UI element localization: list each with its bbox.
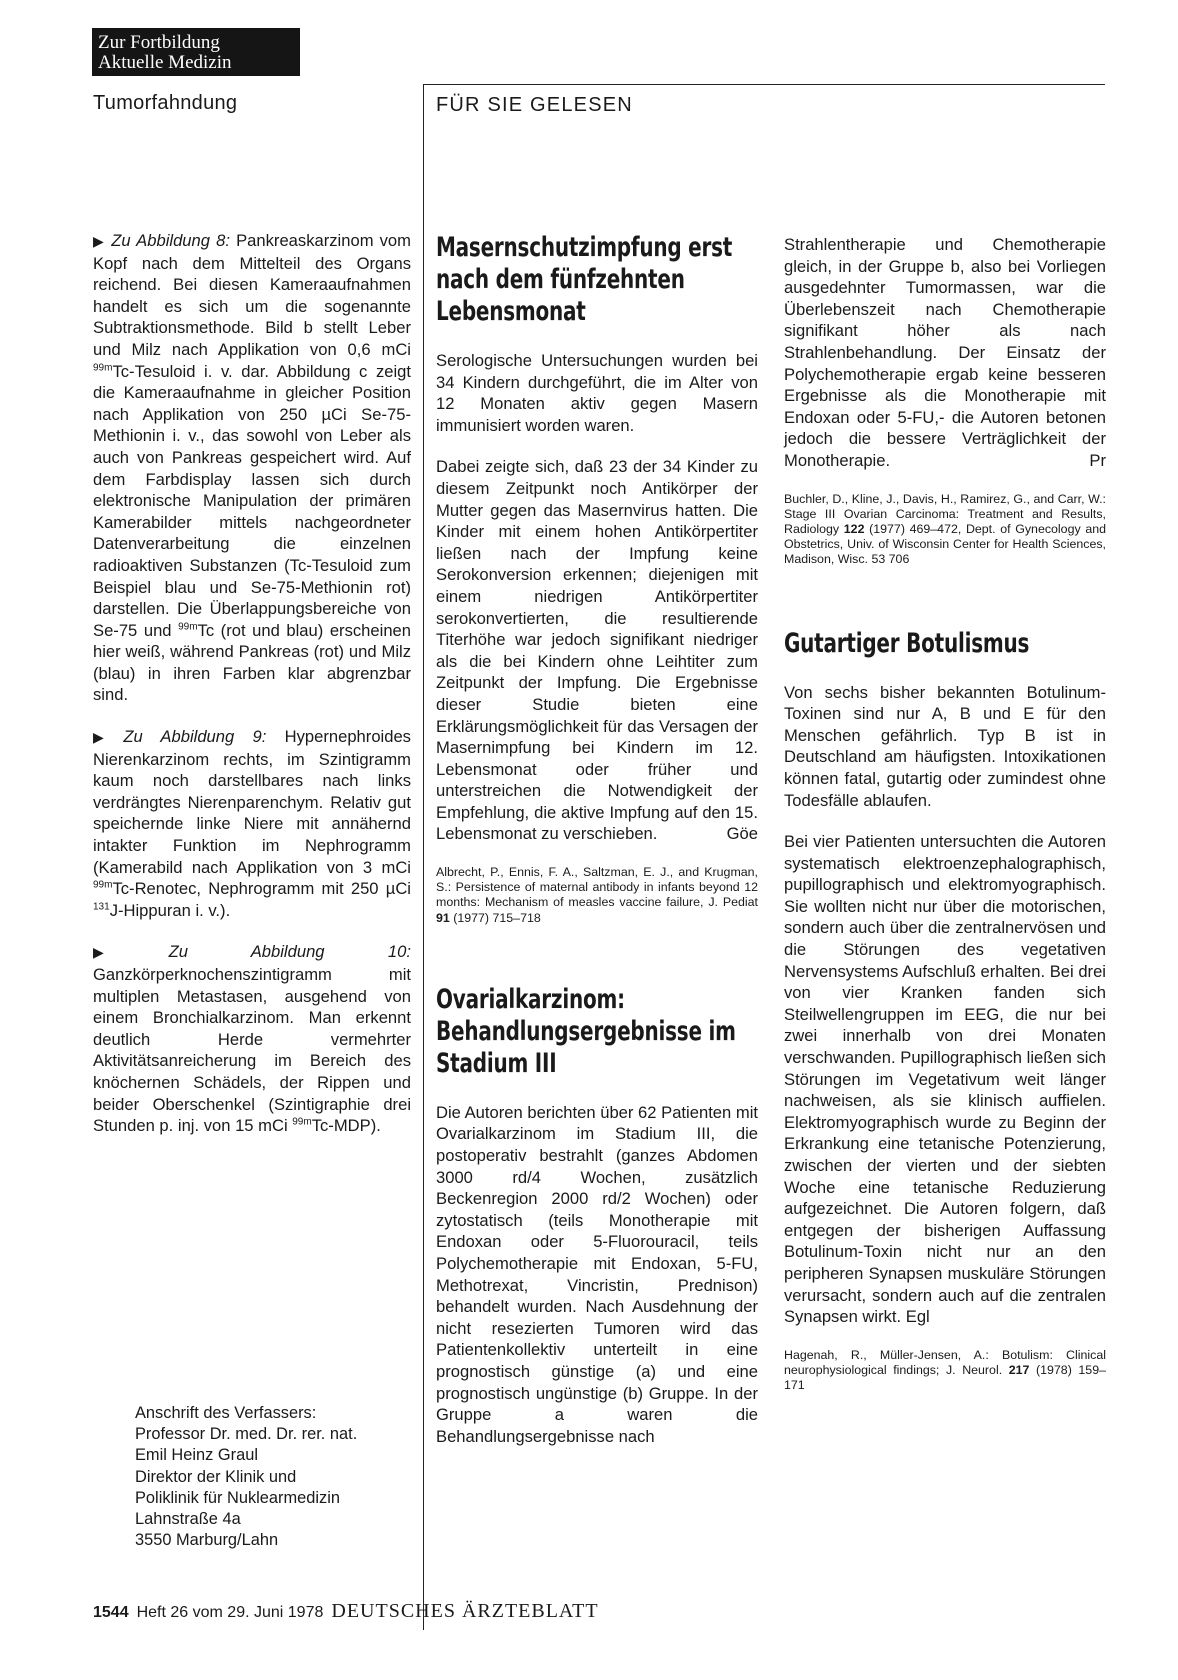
address-line: Lahnstraße 4a [135, 1510, 241, 1529]
article-paragraph [784, 831, 1106, 1328]
superscript: 99m [93, 879, 113, 891]
article-paragraph: Die Autoren berichten über 62 Patienten mit Ovarialkarzinom im Stadium III, die postoperativ bestrahlt (ganzes Abdomen 3000 rd/4 Wochen, zusätzlich Beckenregion 2000 rd/2 Wochen) oder zytostatisch (teils Monotherapie mit Endoxan oder 5-Fluorouracil, teils Polychemotherapie mit Endoxan, 5-FU, Methotrexat, Vincristin, Prednison) behandelt wurden. Nach Ausdehnung der nicht resezierten Tumoren wird das Patientenkollektiv unterteilt in eine prognostisch günstige (a) und eine prognostisch ungünstige (b) Gruppe. In der Gruppe a waren die Behandlungsergebnisse nach [436, 1102, 758, 1446]
reference-text: Hagenah, R., Müller-Jensen, A.: Botulism: Clinical neurophysiological findings; J. Neurol. [784, 1347, 1106, 1377]
reference-text: (1977) 715–718 [449, 910, 541, 925]
reference-text: (1978) 159–171 [784, 1362, 1106, 1393]
caption-text: Tc-Renotec, Nephrogramm mit 250 µCi [112, 879, 411, 899]
top-rule [423, 84, 1105, 85]
reference-text: Buchler, D., Kline, J., Davis, H., Ramirez, G., and Carr, W.: Stage III Ovarian Carcinoma: Treatment and Results, Radiology [784, 491, 1106, 536]
paragraph-text: Dabei zeigte sich, daß 23 der 34 Kinder zu diesem Zeitpunkt noch Antikörper der Mutter gegen das Masernvirus hatten. Die Kinder mit einem hohen Antikörpertiter ließen nach der Impfung keine Serokonversion erkennen; diejenigen mit einem niedrigen Antikörpertiter serokonvertierten, die resultierende Titerhöhe war jedoch signifikant niedriger als die bei Kindern ohne Leihtiter zum Zeitpunkt der Impfung. Die Ergebnisse dieser Studie bieten eine Erklärungsmöglichkeit für das Versagen der Masernimpfung bei Kindern im 12. Lebensmonat oder früher und unterstreichen die Notwendigkeit der Empfehlung, die aktive Impfung auf den 15. Lebensmonat zu verschieben. [436, 457, 758, 844]
section-title-left: Tumorfahndung [93, 92, 238, 114]
author-signature: Pr [1089, 450, 1106, 470]
reference [436, 865, 758, 926]
caption-text: J-Hippuran i. v.). [109, 900, 231, 920]
article-column-2 [436, 232, 758, 1447]
reference-volume: 122 [843, 521, 865, 536]
superscript: 99m [93, 362, 113, 374]
reference-text: (1977) 469–472, Dept. of Gynecology and Obstetrics, Univ. of Wisconsin Center for Health Sciences, Madison, Wisc. 53 706 [784, 521, 1106, 567]
page-number: 1544 [93, 1604, 129, 1621]
section-title-right: FÜR SIE GELESEN [436, 94, 633, 116]
bullet-icon: ▶ [93, 233, 106, 249]
article-column-3 [784, 234, 1106, 1393]
caption-text: Hypernephroides Nierenkarzinom rechts, im Szintigramm kaum noch darstellbares nach links verdrängtes Nierenparenchym. Relativ gut speichernde linke Niere mit annähernd intakter Funktion im Nephrogramm (Kamerabild nach Applikation von 3 mCi [93, 727, 411, 877]
address-line: Direktor der Klinik und [135, 1467, 297, 1486]
reference-text: Albrecht, P., Ennis, F. A., Saltzman, E. J., and Krugman, S.: Persistence of maternal antibody in infants beyond 12 months: Mechanism of measles vaccine failure, J. Pediat [436, 865, 758, 910]
article-title-ovarian: Ovarialkarzinom: Behandlungsergebnisse im Stadium III [436, 983, 736, 1079]
article-paragraph: Serologische Untersuchungen wurden bei 34 Kindern durchgeführt, die im Alter von 12 Monaten aktiv gegen Masern immunisiert worden waren. [436, 351, 758, 435]
caption-label: Zu Abbildung 10: [168, 942, 411, 962]
address-line: Anschrift des Verfassers: [135, 1404, 317, 1422]
article-title-measles: Masernschutzimpfung erst nach dem fünfzehnten Lebensmonat [436, 232, 733, 327]
caption-text: Tc (rot und blau) erscheinen hier weiß, während Pankreas (rot) und Milz (blau) in ihren Farben klar abgrenzbar sind. [93, 620, 411, 705]
reference-volume: 217 [1008, 1362, 1030, 1377]
spacer [784, 568, 1106, 628]
caption-label: Zu Abbildung 8: [111, 231, 230, 250]
spacer [436, 926, 758, 984]
address-line: Emil Heinz Graul [135, 1446, 258, 1465]
article-paragraph: Von sechs bisher bekannten Botulinum-Toxinen sind nur A, B und E für den Menschen gefährlich. Typ B ist in Deutschland am häufigsten. Intoxikationen können fatal, gutartig oder zumindest ohne Todesfälle ablaufen. [784, 682, 1106, 810]
caption-text: Ganzkörperknochenszintigramm mit multiplen Metastasen, ausgehend von einem Bronchialkarzinom. Man erkennt deutlich Herde vermehrter Aktivitätsanreicherung im Bereich des knöchernen Schädels, der Rippen und beider Oberschenkel (Szintigraphie drei Stunden p. inj. von 15 mCi [93, 965, 411, 1136]
caption-text: Tc-MDP). [311, 1116, 381, 1136]
address-line: Poliklinik für Nuklearmedizin [135, 1488, 340, 1507]
page-footer [93, 1600, 599, 1623]
article-paragraph [784, 234, 1106, 472]
article-paragraph [436, 456, 758, 845]
caption-fig10 [93, 941, 411, 1136]
superscript: 99m [292, 1116, 312, 1128]
author-signature: Göe [726, 824, 758, 844]
paragraph-text: Bei vier Patienten untersuchten die Autoren systematisch elektroenzephalographisch, pupillographisch und elektromyographisch. Sie wollten nicht nur über die motorischen, sondern auch über die zentralnervösen und die Störungen des vegetativen Nervensystems Aufschluß erhalten. Bei drei von vier Kranken fanden sich Steilwellengruppen im EEG, die nur bei zwei innerhalb von drei Monaten verschwanden. Pupillographisch ließen sich Störungen im Vegetativum weit länger nachweisen, als sie klinisch auffielen. Elektromyographisch wurde zu Beginn der Erkrankung eine tetanische Potenzierung, zwischen der vierten und der siebten Woche eine tetanische Reduzierung aufgezeichnet. Die Autoren folgern, daß entgegen der bisherigen Auffassung Botulinum-Toxin nicht nur an den peripheren Synapsen muskuläre Störungen verursacht, sondern auch auf die zentralen Synapsen wirkt. [784, 832, 1106, 1327]
bullet-icon: ▶ [93, 729, 118, 746]
journal-name: DEUTSCHES ÄRZTEBLATT [331, 1600, 599, 1622]
column-rule [423, 84, 424, 1630]
author-signature: Egl [905, 1307, 930, 1327]
address-line: 3550 Marburg/Lahn [135, 1531, 279, 1550]
reference [784, 492, 1106, 568]
section-badge [92, 28, 300, 76]
issue-info: Heft 26 vom 29. Juni 1978 [136, 1604, 324, 1621]
author-address [135, 1403, 357, 1551]
badge-line-2: Aktuelle Medizin [98, 52, 232, 73]
caption-fig9 [93, 726, 411, 921]
bullet-icon: ▶ [93, 944, 163, 961]
superscript: 99m [178, 621, 198, 633]
caption-column [93, 230, 411, 1137]
caption-label: Zu Abbildung 9: [123, 727, 267, 747]
caption-fig8 [93, 230, 411, 706]
reference-volume: 91 [436, 910, 450, 925]
address-line: Professor Dr. med. Dr. rer. nat. [135, 1425, 358, 1444]
superscript: 131 [93, 901, 110, 913]
caption-text: Tc-Tesuloid i. v. dar. Abbildung c zeigt die Kameraaufnahme in gleicher Position nach Applikation von 250 µCi Se-75-Methionin i. v., das sowohl von Leber als auch von Pankreas gespeichert wird. Auf dem Farbdisplay lassen sich durch elektronische Manipulation der primären Kamerabilder mittels nachgeordneter Datenverarbeitung die einzelnen radioaktiven Substanzen (Tc-Tesuloid zum Beispiel blau und Se-75-Methionin rot) darstellen. Die Überlappungsbereiche von Se-75 und [93, 361, 411, 640]
paragraph-text: Strahlentherapie und Chemotherapie gleich, in der Gruppe b, also bei Vorliegen ausgedehnter Tumormassen, war die Überlebenszeit nach Chemotherapie signifikant höher als nach Strahlenbehandlung. Der Einsatz der Polychemotherapie ergab keine besseren Ergebnisse als die Monotherapie mit Endoxan oder 5-FU,- die Autoren betonen jedoch die bessere Verträglichkeit der Monotherapie. [784, 235, 1106, 470]
reference [784, 1348, 1106, 1394]
article-title-botulism: Gutartiger Botulismus [784, 627, 1030, 659]
caption-text: Pankreaskarzinom vom Kopf nach dem Mittelteil des Organs reichend. Bei diesen Kameraaufnahmen handelt es sich um die sogenannte Subtraktionsmethode. Bild b stellt Leber und Milz nach Applikation von 0,6 mCi [93, 231, 411, 359]
badge-line-1: Zur Fortbildung [98, 32, 220, 53]
